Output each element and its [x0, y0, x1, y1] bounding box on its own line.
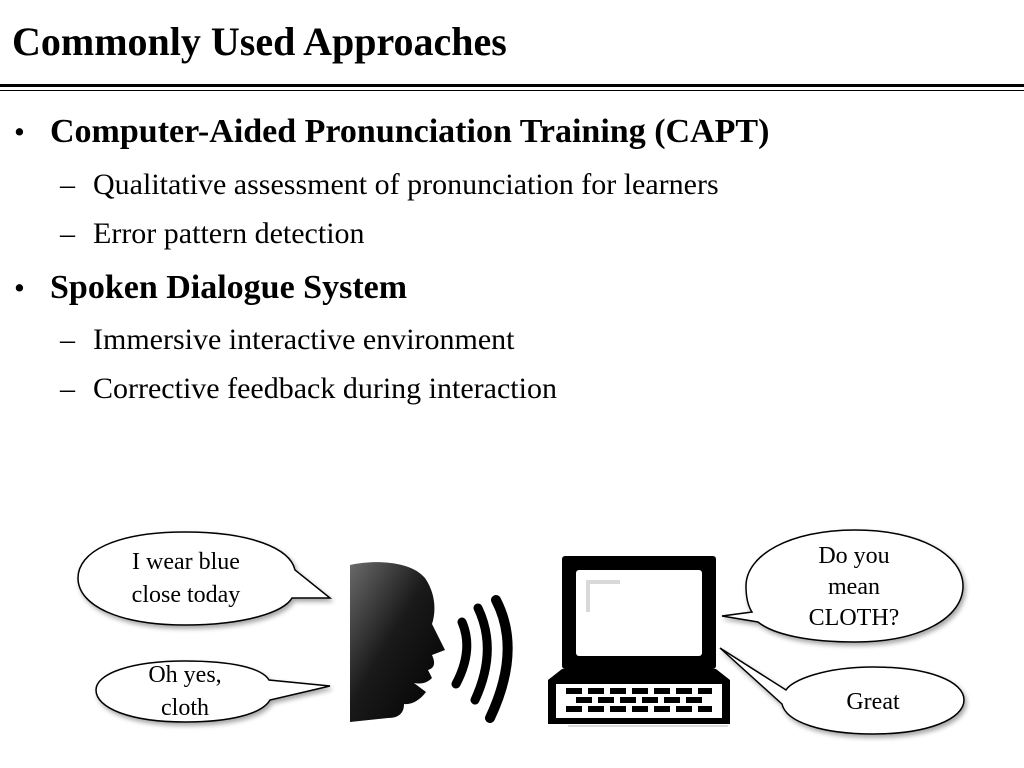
- sub-marker: –: [60, 323, 75, 356]
- bullet-text: Computer-Aided Pronunciation Training (CAPT): [50, 113, 770, 150]
- bubble-line: Great: [846, 689, 900, 715]
- sub-text: Error pattern detection: [93, 217, 365, 250]
- sound-waves-icon: [456, 600, 508, 718]
- bubble-line: Oh yes,: [148, 662, 222, 688]
- sub-marker: –: [60, 372, 75, 405]
- slide-title: Commonly Used Approaches: [12, 19, 507, 64]
- bubble-line: cloth: [161, 695, 209, 721]
- sub-marker: –: [60, 168, 75, 201]
- bubble-line: mean: [828, 574, 880, 600]
- bubble-text-system-2: [803, 686, 943, 719]
- bubble-text-system-1: [774, 541, 934, 634]
- sub-text: Immersive interactive environment: [93, 323, 515, 356]
- sub-marker: –: [60, 217, 75, 250]
- sub-text: Corrective feedback during interaction: [93, 372, 557, 405]
- bullet-marker: •: [14, 270, 25, 305]
- bubble-line: I wear blue: [132, 549, 240, 575]
- bubble-line: close today: [131, 582, 241, 608]
- bullet-marker: •: [14, 114, 25, 149]
- computer-icon: [548, 556, 730, 726]
- bubble-text-learner-1: [104, 546, 268, 612]
- bubble-text-learner-2: [110, 659, 260, 725]
- sub-text: Qualitative assessment of pronunciation for learners: [93, 168, 719, 201]
- bullet-text: Spoken Dialogue System: [50, 269, 408, 306]
- bubble-line: CLOTH?: [808, 605, 900, 631]
- bubble-line: Do you: [818, 543, 890, 569]
- speaking-head-icon: [350, 562, 445, 722]
